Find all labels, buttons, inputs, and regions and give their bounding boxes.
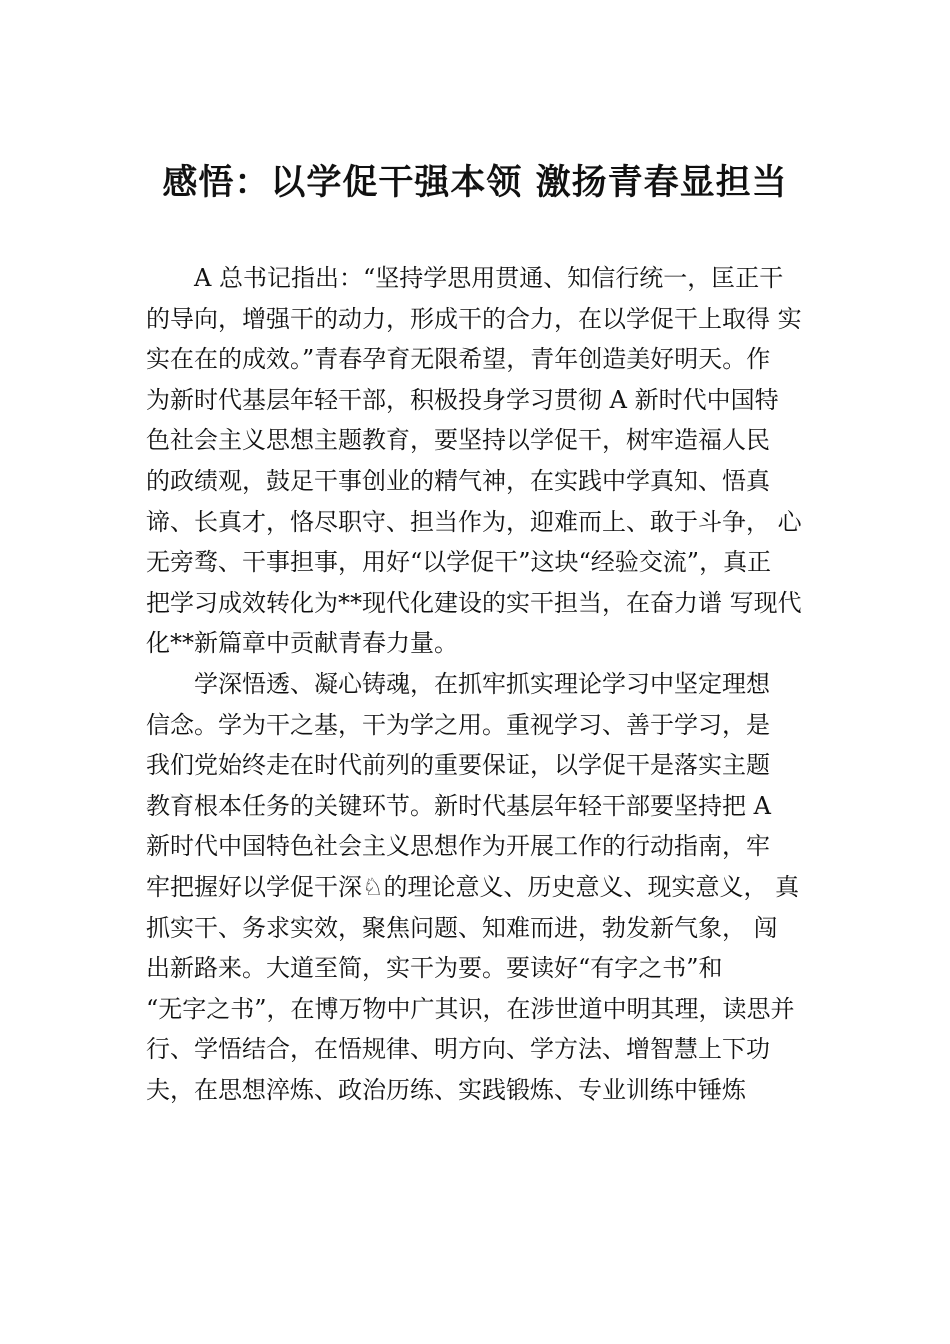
text-line: 学深悟透、凝心铸魂，在抓牢抓实理论学习中坚定理想 <box>194 669 770 698</box>
text-line: 教育根本任务的关键环节。新时代基层年轻干部要坚持把 A <box>146 791 771 820</box>
document-body <box>146 258 826 1110</box>
text-line: 色社会主义思想主题教育，要坚持以学促干，树牢造福人民 <box>146 426 770 455</box>
text-line: A 总书记指出：“坚持学思用贯通、知信行统一，匡正干 <box>194 264 784 292</box>
text-line: 抓实干、务求实效，聚焦问题、知难而进，勃发新气象， 闯 <box>146 913 778 942</box>
text-line: 把学习成效转化为**现代化建设的实干担当，在奋力谱 写现代 <box>146 588 802 617</box>
text-line: 化**新篇章中贡献青春力量。 <box>146 629 458 658</box>
text-line: 谛、长真才，恪尽职守、担当作为，迎难而上、敢于斗争， 心 <box>146 507 802 536</box>
text-line: 实在在的成效。”青春孕育无限希望，青年创造美好明天。作 <box>146 345 771 374</box>
paragraph-2 <box>146 664 826 1111</box>
text-line: 牢把握好以学促干深♘的理论意义、历史意义、现实意义， 真 <box>146 872 800 901</box>
text-line: 为新时代基层年轻干部，积极投身学习贯彻 A 新时代中国特 <box>146 385 779 414</box>
paragraph-1 <box>146 258 826 664</box>
text-line: “无字之书”，在博万物中广其识，在涉世道中明其理，读思并 <box>146 994 795 1023</box>
text-line: 的政绩观，鼓足干事创业的精气神，在实践中学真知、悟真 <box>146 466 770 495</box>
text-line: 我们党始终走在时代前列的重要保证，以学促干是落实主题 <box>146 751 770 780</box>
text-line: 新时代中国特色社会主义思想作为开展工作的行动指南，牢 <box>146 832 770 861</box>
text-line: 的导向，增强干的动力，形成干的合力，在以学促干上取得 实 <box>146 304 802 333</box>
text-line: 夫，在思想淬炼、政治历练、实践锻炼、专业训练中锤炼 <box>146 1075 746 1104</box>
text-line: 行、学悟结合，在悟规律、明方向、学方法、增智慧上下功 <box>146 1035 770 1064</box>
document-title: 感悟：以学促干强本领 激扬青春显担当 <box>162 162 788 203</box>
text-line: 信念。学为干之基，干为学之用。重视学习、善于学习，是 <box>146 710 770 739</box>
text-line: 无旁骛、干事担事，用好“以学促干”这块“经验交流”，真正 <box>146 548 772 577</box>
text-line: 出新路来。大道至简，实干为要。要读好“有字之书”和 <box>146 954 723 983</box>
